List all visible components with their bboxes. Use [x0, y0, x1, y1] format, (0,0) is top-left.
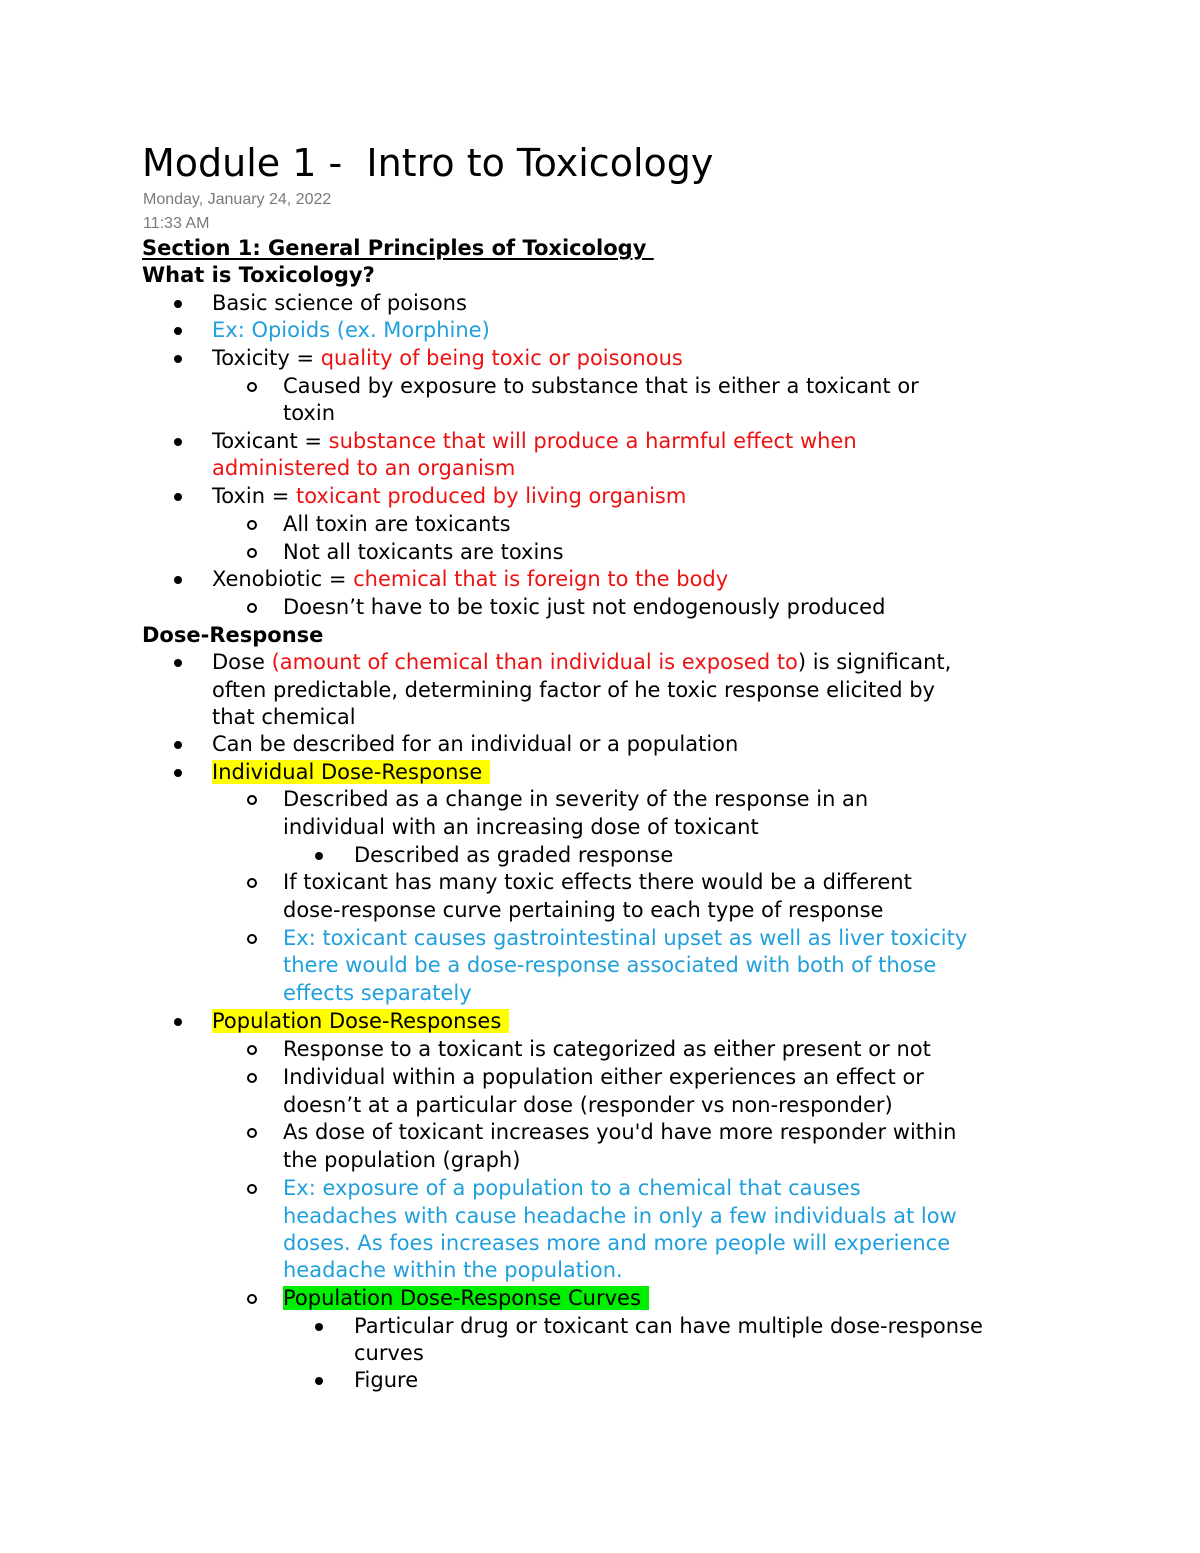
bullet-icon: [174, 566, 182, 593]
definition-text: toxicant produced by living organism: [295, 484, 687, 508]
bullet-icon: [174, 731, 182, 758]
sub-bullet-icon: [247, 1175, 257, 1202]
bullet-icon: [174, 290, 182, 317]
highlighted-topic: [283, 1285, 649, 1312]
example-item: Ex: Opioids (ex. Morphine): [212, 318, 490, 342]
list-item: If toxicant has many toxic effects there would be a different: [283, 870, 912, 894]
term-label: Toxin =: [212, 484, 296, 508]
definition-text: chemical that is foreign to the body: [353, 567, 729, 591]
bullet-icon: [174, 345, 182, 372]
list-item: As dose of toxicant increases you'd have more responder within: [283, 1120, 957, 1144]
bullet-icon: [174, 428, 182, 455]
list-item-continued: curves: [354, 1341, 424, 1365]
sub-bullet-icon: [247, 786, 257, 813]
list-item-continued: toxin: [283, 401, 336, 425]
list-item: All toxin are toxicants: [283, 512, 511, 536]
sub-bullet-icon: [247, 1064, 257, 1091]
bullet-icon: [315, 1367, 323, 1394]
list-item: Doesn’t have to be toxic just not endogenously produced: [283, 595, 886, 619]
list-item: Described as graded response: [354, 843, 674, 867]
list-item: [212, 428, 857, 455]
example-continued: effects separately: [283, 981, 472, 1005]
note-time: 11:33 AM: [143, 215, 210, 232]
sub-bullet-icon: [247, 1036, 257, 1063]
example-item: Ex: exposure of a population to a chemical that causes: [283, 1176, 861, 1200]
definition-text: (amount of chemical than individual is exposed to: [271, 650, 798, 674]
bullet-icon: [174, 1008, 182, 1035]
sub-bullet-icon: [247, 539, 257, 566]
definition-continued: administered to an organism: [212, 456, 516, 480]
term-label: Dose: [212, 650, 272, 674]
example-continued: doses. As foes increases more and more people will experience: [283, 1231, 951, 1255]
example-continued: there would be a dose-response associated with both of those: [283, 953, 937, 977]
highlighted-topic: [212, 1008, 509, 1035]
list-item: Figure: [354, 1368, 419, 1392]
subheading-what-is-toxicology: What is Toxicology?: [142, 263, 375, 287]
list-item: Particular drug or toxicant can have multiple dose-response: [354, 1314, 983, 1338]
topic-population-dose-response-curves: Population Dose-Response Curves: [283, 1286, 649, 1310]
sub-bullet-icon: [247, 1285, 257, 1312]
list-item-continued: often predictable, determining factor of he toxic response elicited by: [212, 678, 935, 702]
term-label: Toxicant =: [212, 429, 329, 453]
list-item: [212, 345, 683, 372]
list-item-continued: that chemical: [212, 705, 356, 729]
sub-bullet-icon: [247, 511, 257, 538]
bullet-icon: [174, 483, 182, 510]
list-item: [212, 483, 686, 510]
list-item: Basic science of poisons: [212, 291, 467, 315]
term-label: Xenobiotic =: [212, 567, 354, 591]
list-item: Response to a toxicant is categorized as either present or not: [283, 1037, 931, 1061]
topic-population-dose-responses: Population Dose-Responses: [212, 1009, 509, 1033]
example-continued: headache within the population.: [283, 1258, 623, 1282]
highlighted-topic: [212, 759, 490, 786]
topic-individual-dose-response: Individual Dose-Response: [212, 760, 490, 784]
note-date: Monday, January 24, 2022: [143, 191, 332, 208]
bullet-icon: [174, 759, 182, 786]
list-item: Caused by exposure to substance that is either a toxicant or: [283, 374, 919, 398]
list-item: [212, 566, 728, 593]
list-item: Not all toxicants are toxins: [283, 540, 564, 564]
list-item: Described as a change in severity of the response in an: [283, 787, 869, 811]
list-item-continued: the population (graph): [283, 1148, 521, 1172]
bullet-icon: [174, 317, 182, 344]
page-title: Module 1 - Intro to Toxicology: [142, 141, 714, 185]
bullet-icon: [315, 842, 323, 869]
sub-bullet-icon: [247, 869, 257, 896]
list-item: [212, 649, 951, 676]
bullet-icon: [315, 1313, 323, 1340]
subheading-dose-response: Dose-Response: [142, 623, 324, 647]
sub-bullet-icon: [247, 925, 257, 952]
list-item: Individual within a population either experiences an effect or: [283, 1065, 924, 1089]
sub-bullet-icon: [247, 373, 257, 400]
example-continued: headaches with cause headache in only a few individuals at low: [283, 1204, 957, 1228]
sub-bullet-icon: [247, 594, 257, 621]
section-heading: Section 1: General Principles of Toxicology: [142, 236, 654, 260]
definition-text: substance that will produce a harmful effect when: [328, 429, 857, 453]
list-item: Can be described for an individual or a population: [212, 732, 739, 756]
list-item-continued: individual with an increasing dose of toxicant: [283, 815, 759, 839]
bullet-icon: [174, 649, 182, 676]
example-item: Ex: toxicant causes gastrointestinal upset as well as liver toxicity: [283, 926, 968, 950]
term-label: Toxicity =: [212, 346, 321, 370]
list-item-continued: doesn’t at a particular dose (responder vs non-responder): [283, 1093, 893, 1117]
sub-bullet-icon: [247, 1119, 257, 1146]
list-item-continued: dose-response curve pertaining to each type of response: [283, 898, 884, 922]
list-item-text: ) is significant,: [797, 650, 952, 674]
definition-text: quality of being toxic or poisonous: [320, 346, 683, 370]
